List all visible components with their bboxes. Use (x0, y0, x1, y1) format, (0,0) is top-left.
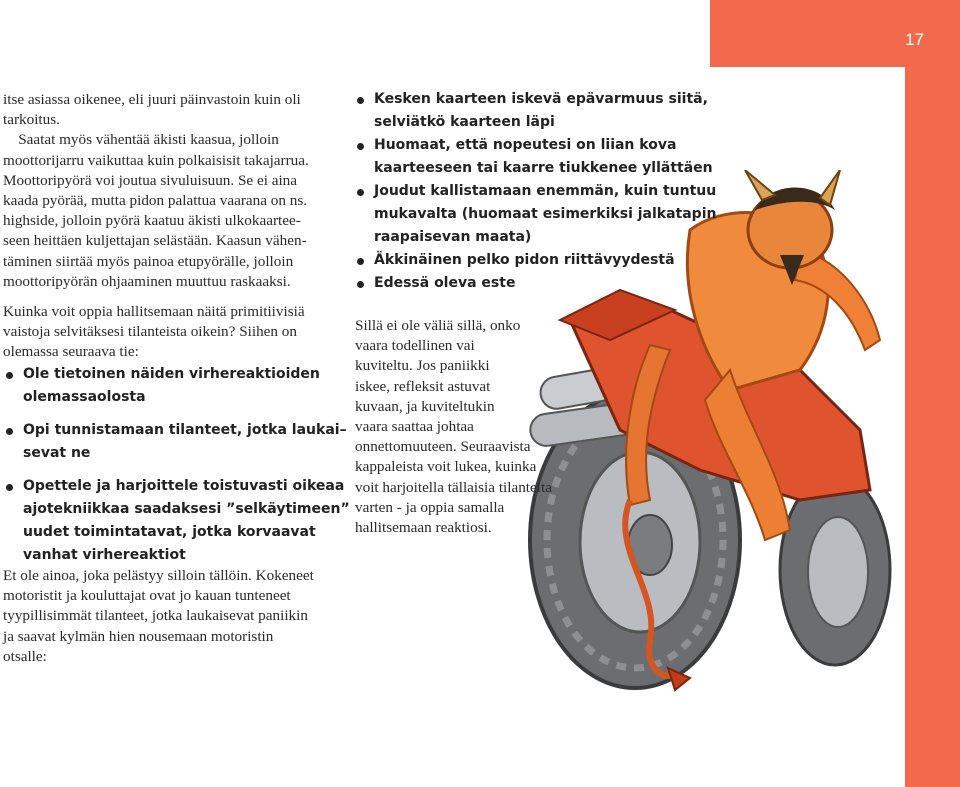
text-line: vaara todellinen vai (355, 337, 475, 355)
list-item (354, 180, 724, 249)
text-line: Saatat myös vähentää äkisti kaasua, jolloin (3, 131, 279, 149)
text-line: Et ole ainoa, joka pelästyy silloin tällöin. Kokeneet (3, 567, 314, 584)
page-edge-stripe (905, 67, 960, 787)
list-item-line: Edessä oleva este (374, 275, 516, 291)
page-number: 17 (905, 30, 924, 49)
panic-situations-list (354, 88, 724, 295)
list-item-line: raapaisevan maata) (374, 229, 532, 245)
list-item-line: Ole tietoinen näiden virhereaktioiden (23, 366, 320, 382)
horn-icon (820, 170, 840, 205)
text-line: otsalle: (3, 647, 47, 665)
list-item-line: ajotekniikkaa saadaksesi ”selkäytimeen” (23, 501, 350, 517)
text-line: tarkoitus. (3, 111, 60, 129)
text-line: moottorijarru vaikuttaa kuin polkaisisit takajarrua. (3, 151, 309, 169)
list-item-line: mukavalta (huomaat esimerkiksi jalkatapin (374, 206, 717, 222)
list-item-line: Äkkinäinen pelko pidon riittävyydestä (374, 252, 675, 268)
list-item (354, 272, 724, 295)
intro-paragraph (3, 90, 333, 292)
front-rim (808, 517, 868, 627)
horn-icon (745, 170, 775, 200)
text-line: seen heittäen kuljettajan selästään. Kaasun vähen- (3, 232, 307, 250)
list-item-line: Kesken kaarteen iskevä epävarmuus siitä, (374, 91, 708, 107)
text-line: ja saavat kylmän hien nousemaan motoristin (3, 627, 274, 645)
list-item-line: selviätkö kaarteen läpi (374, 114, 555, 130)
text-line: vaistoja selvitäksesi tilanteista oikein? Siihen on (3, 323, 297, 341)
list-item-line: Huomaat, että nopeutesi on liian kova (374, 137, 677, 153)
text-line: kappaleista voit lukea, kuinka (355, 458, 537, 476)
outro-paragraph (3, 566, 323, 667)
list-item (3, 475, 350, 567)
list-item (354, 88, 724, 134)
text-line: olemassa seuraava tie: (3, 343, 139, 361)
list-item-line: Joudut kallistamaan enemmän, kuin tuntuu (374, 183, 717, 199)
list-item (354, 134, 724, 180)
text-line: onnettomuuteen. Seuraavista (355, 438, 531, 456)
text-line: vaara saattaa johtaa (355, 418, 474, 436)
page-tab (710, 0, 960, 67)
text-line: itse asiassa oikenee, eli juuri päinvastoin kuin oli (3, 91, 301, 108)
text-line: Sillä ei ole väliä sillä, onko (355, 317, 521, 334)
text-line: highside, jolloin pyörä kaatuu äkisti ulkokaartee- (3, 212, 301, 230)
list-item (3, 419, 347, 465)
text-line: tyypillisimmät tilanteet, jotka laukaisevat paniikin (3, 607, 308, 625)
text-line: voit harjoitella tällaisia tilanteita (355, 478, 552, 496)
list-item-line: kaarteeseen tai kaarre tiukkenee yllättäen (374, 160, 713, 176)
list-item-line: Opettele ja harjoittele toistuvasti oikeaa (23, 478, 345, 494)
text-line: hallitsemaan reaktiosi. (355, 519, 492, 537)
list-item-line: vanhat virhereaktiot (23, 547, 186, 563)
question-paragraph (3, 302, 333, 363)
list-item-line: Opi tunnistamaan tilanteet, jotka laukai– (23, 422, 347, 438)
text-line: Moottoripyörä voi joutua sivuluisuun. Se ei aina (3, 171, 298, 189)
text-line: kaada pyörää, mutta pidon palattua vaarana on ns. (3, 192, 308, 210)
text-line: iskee, refleksit astuvat (355, 377, 491, 395)
side-paragraph (355, 316, 575, 538)
text-line: moottoripyörän ohjaaminen muuttuu raskaaksi. (3, 272, 291, 290)
text-line: motoristit ja kouluttajat ovat jo kauan tunteneet (3, 587, 291, 605)
text-line: täminen siirtää myös painoa etupyörälle, jolloin (3, 252, 294, 270)
text-line: varten - ja oppia samalla (355, 498, 505, 516)
list-item (354, 249, 724, 272)
text-line: Kuinka voit oppia hallitsemaan näitä primitiivisiä (3, 303, 305, 320)
text-line: kuviteltu. Jos paniikki (355, 357, 490, 375)
list-item (3, 363, 343, 409)
list-item-line: sevat ne (23, 445, 91, 461)
text-line: kuvaan, ja kuviteltukin (355, 397, 495, 415)
list-item-line: olemassaolosta (23, 389, 146, 405)
steps-list (3, 363, 350, 577)
list-item-line: uudet toimintatavat, jotka korvaavat (23, 524, 316, 540)
